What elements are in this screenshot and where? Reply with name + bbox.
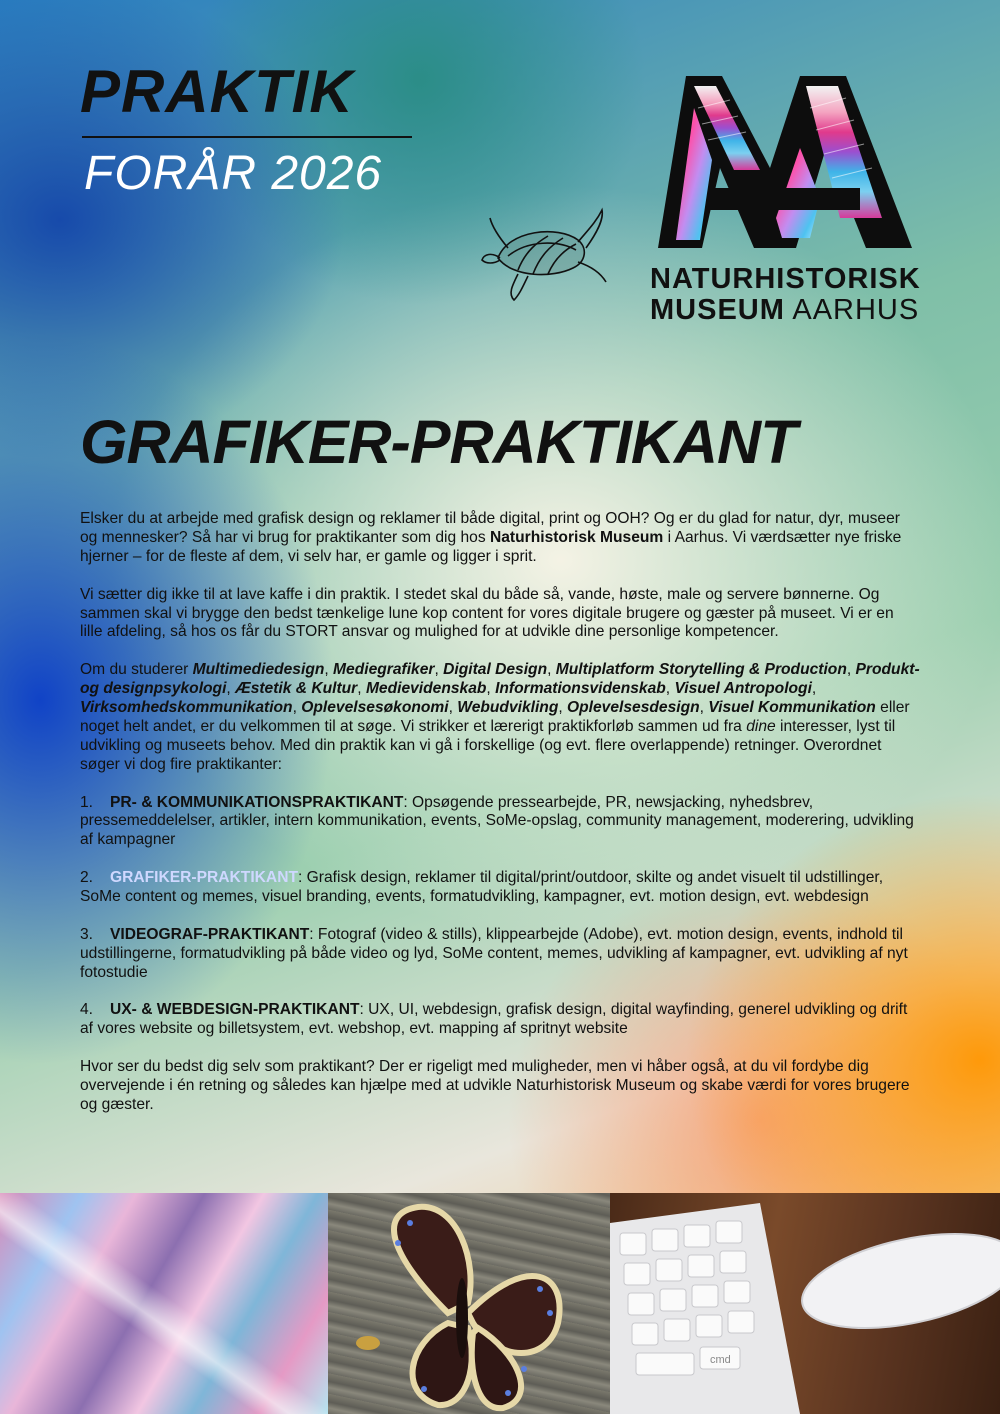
role-number: 2. (80, 869, 94, 887)
course-name: Multiplatform Storytelling & Production (555, 661, 847, 679)
role-description: : UX, UI, webdesign, grafisk design, digital wayfinding, generel udvikling og drift af vores website og billetsystem, evt. webshop, evt. mapping af spritnyt website (80, 1001, 908, 1038)
logo-line-1: NATURHISTORISK (650, 263, 921, 295)
role-title: GRAFIKER-PRAKTIKANT (110, 869, 298, 887)
role-description: : Fotograf (video & stills), klippearbejde (Adobe), evt. motion design, events, indhold til udstillingerne, formatudvikling på både video og lyd, SoMe content, memes, udvikling af kampagner, evt. udvikling af nyt fotostudie (80, 925, 908, 981)
studies-tail-a: eller noget helt andet, er du velkommen til at søge. Vi strikker et lærerigt praktikforløb sammen ud fra (80, 699, 910, 735)
role-title: UX- & WEBDESIGN-PRAKTIKANT (110, 1001, 360, 1019)
studies-paragraph (80, 661, 920, 774)
course-name: Visuel Antropologi (674, 680, 812, 698)
course-name: Oplevelsesøkonomi (301, 699, 449, 717)
role-description: : Grafisk design, reklamer til digital/print/outdoor, skilte og andet visuelt til udstillinger, SoMe content og memes, visuel branding, events, formatudvikling, kampagner, evt. motion design, evt. webdesign (80, 869, 884, 906)
title-divider (82, 136, 412, 138)
headline: GRAFIKER-PRAKTIKANT (80, 408, 797, 476)
museum-name: Naturhistorisk Museum (489, 528, 664, 546)
course-name: Mediegrafiker (333, 661, 435, 679)
role-number: 3. (80, 925, 94, 943)
cmd-key-label: cmd (710, 1354, 731, 1366)
studies-lead: Om du studerer (80, 661, 193, 679)
keyboard-icon (610, 1193, 1000, 1414)
logo-line-2-bold: MUSEUM (650, 294, 785, 326)
studies-tail-b: interesser, lyst til udvikling og museets behov. Med din praktik kan vi gå i forskellige (og evt. flere overlappende) retninger. Overordnet søger vi dog fire praktikanter: (80, 717, 896, 773)
role-item (80, 1001, 920, 1039)
mouse-icon (794, 1217, 1000, 1345)
role-item (80, 869, 920, 907)
holographic-foil-photo (0, 1193, 328, 1414)
course-name: Webudvikling (457, 699, 559, 717)
role-description: : Opsøgende pressearbejde, PR, newsjacking, nyhedsbrev, pressemeddelelser, artikler, intern kommunikation, events, SoMe-opslag, community management, moderering, udvikling af kampagner (80, 793, 914, 849)
course-name: Virksomhedskommunikation (80, 699, 293, 717)
closing-paragraph: Hvor ser du bedst dig selv som praktikant? Der er rigeligt med muligheder, men vi håber også, at du vil fordybe dig overvejende i én retning og således kan hjælpe med at udvikle Naturhistorisk Museum og skabe værdi for vores brugere og gæster. (80, 1058, 910, 1113)
butterfly-icon (328, 1193, 610, 1414)
role-title: VIDEOGRAF-PRAKTIKANT (110, 925, 310, 943)
keyboard-mouse-photo (610, 1193, 1000, 1414)
role-item (80, 794, 920, 851)
course-name: Multimediedesign (192, 661, 325, 679)
museum-logo-wordmark (650, 264, 921, 326)
role-number: 4. (80, 1001, 94, 1019)
course-name: Oplevelsesdesign (567, 699, 700, 717)
course-name: Produkt- og designpsykologi (80, 661, 920, 698)
course-name: Visuel Kommunikation (708, 699, 876, 717)
course-list: Multimediedesign, Mediegrafiker, Digital Design, Multiplatform Storytelling & Production, Produkt- og designpsykologi, Æstetik & Kultur, Medievidenskab, Informationsvidenskab, Visuel Antropologi, Virksomhedskommunikation, Oplevelsesøkonomi, Webudvikling, Oplevelsesdesign, Visuel Kommunikation (80, 661, 920, 717)
intro-paragraph-1 (80, 510, 920, 567)
period-label: FORÅR 2026 (84, 147, 383, 200)
intro-paragraph-2: Vi sætter dig ikke til at lave kaffe i din praktik. I stedet skal du både så, vande, høste, male og servere bønnerne. Og sammen skal vi brygge den bedst tænkelige lune kop content for vores digitale brugere og gæster på museet. Vi er en lille afdeling, så hos os får du STORT ansvar og mulighed for at udvikle dine personlige kompetencer. (80, 585, 894, 641)
role-title: PR- & KOMMUNIKATIONSPRAKTIKANT (110, 793, 404, 811)
intro-text-b: i Aarhus. Vi værdsætter nye friske hjerner – for de fleste af dem, vi selv har, er gamle og ligger i sprit. (80, 528, 902, 565)
logo-line-2-light: AARHUS (792, 294, 920, 326)
course-name: Æstetik & Kultur (235, 680, 358, 698)
sea-turtle-illustration (478, 200, 613, 305)
course-name: Medievidenskab (365, 680, 487, 698)
body-text (80, 510, 920, 1134)
museum-logo-mark (650, 68, 920, 256)
course-name: Digital Design (443, 661, 548, 679)
studies-emphasis: dine (746, 717, 776, 735)
role-number: 1. (80, 793, 94, 811)
role-item (80, 926, 920, 983)
photo-strip (0, 1193, 1000, 1414)
butterfly-photo (328, 1193, 610, 1414)
course-name: Informationsvidenskab (495, 680, 666, 698)
intro-text-a: Elsker du at arbejde med grafisk design og reklamer til både digital, print og OOH? Og er du glad for natur, dyr, museer og mennesker? Så har vi brug for praktikanter som dig hos (80, 510, 900, 546)
poster-title: PRAKTIK (80, 58, 354, 125)
